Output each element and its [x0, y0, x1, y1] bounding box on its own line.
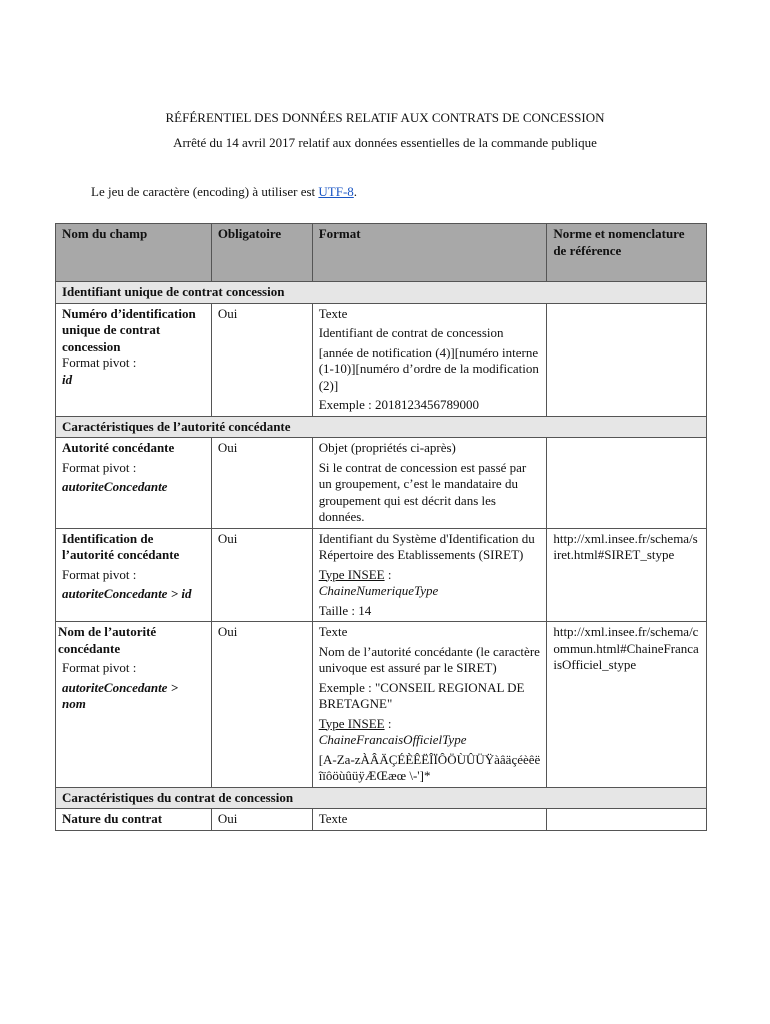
field-name: Nature du contrat [62, 811, 163, 826]
format-example: Exemple : 2018123456789000 [318, 397, 480, 412]
format-cell [312, 528, 547, 622]
format-type: Texte [318, 624, 348, 639]
field-cell [56, 303, 212, 416]
field-cell [56, 438, 212, 529]
insee-type-label: Type INSEE [318, 566, 385, 582]
format-cell: Texte [312, 809, 547, 831]
pivot-label: Format pivot : [62, 566, 137, 582]
header-required: Obligatoire [211, 224, 312, 282]
required-cell: Oui [211, 622, 312, 788]
pivot-value: autoriteConcedante > nom [62, 679, 179, 711]
document-title: RÉFÉRENTIEL DES DONNÉES RELATIF AUX CONTRATS DE CONCESSION [165, 110, 605, 125]
format-type: Texte [318, 305, 348, 321]
format-structure: [année de notification (4)][numéro interne (1-10)][numéro d’ordre de la modification (2)] [318, 344, 539, 393]
table-row [56, 303, 707, 416]
field-cell [56, 809, 212, 831]
required-cell: Oui [211, 809, 312, 831]
format-cell [312, 303, 547, 416]
pivot-label: Format pivot : [62, 355, 137, 370]
norm-cell: http://xml.insee.fr/schema/siret.html#SIRET_stype [547, 528, 707, 622]
table-row [56, 528, 707, 622]
document-subtitle: Arrêté du 14 avril 2017 relatif aux données essentielles de la commande publique [173, 135, 597, 150]
section-title: Identifiant unique de contrat concession [56, 282, 707, 304]
norm-cell [547, 438, 707, 529]
format-description: Si le contrat de concession est passé par un groupement, c’est le mandataire du groupement qui est décrit dans les données. [318, 459, 527, 524]
field-name: Autorité concédante [62, 440, 175, 455]
insee-type-value: ChaineNumeriqueType [318, 583, 439, 598]
format-regex: [A-Za-zÀÂÄÇÉÈÊËÎÏÔÖÙÛÜŸàâäçéèêëîïôöùûüÿÆŒæœ \-']* [318, 751, 541, 783]
format-cell [312, 622, 547, 788]
norm-cell [547, 303, 707, 416]
pivot-label: Format pivot : [62, 459, 137, 475]
required-cell: Oui [211, 528, 312, 622]
format-description: Identifiant du Système d'Identification du Répertoire des Etablissements (SIRET) [318, 530, 535, 562]
pivot-value: id [62, 371, 73, 387]
section-row [56, 787, 707, 809]
encoding-statement [91, 184, 357, 200]
header-format: Format [312, 224, 547, 282]
pivot-value: autoriteConcedante [62, 479, 168, 494]
format-type: Objet (propriétés ci-après) [318, 440, 456, 455]
utf8-link[interactable]: UTF-8 [318, 184, 354, 199]
field-name: Identification de l’autorité concédante [62, 530, 180, 562]
header-norm: Norme et nomenclature de référence [547, 224, 707, 282]
encoding-prefix: Le jeu de caractère (encoding) à utiliser est [91, 184, 319, 199]
header-field-name: Nom du champ [56, 224, 212, 282]
section-row [56, 282, 707, 304]
required-cell: Oui [211, 438, 312, 529]
format-description: Nom de l’autorité concédante (le caractère univoque est assuré par le SIRET) [318, 643, 540, 675]
insee-type-line [319, 716, 541, 733]
format-cell [312, 438, 547, 529]
pivot-label: Format pivot : [62, 660, 137, 675]
insee-type-line [319, 567, 541, 584]
format-size: Taille : 14 [318, 602, 372, 618]
required-cell: Oui [211, 303, 312, 416]
section-row [56, 416, 707, 438]
insee-type-separator: : [384, 566, 392, 582]
norm-cell [547, 809, 707, 831]
table-row [56, 809, 707, 831]
table-row [56, 622, 707, 788]
insee-type-separator: : [384, 715, 392, 731]
field-cell [56, 528, 212, 622]
format-description: Identifiant de contrat de concession [318, 325, 504, 340]
encoding-suffix: . [353, 184, 358, 199]
table-header-row [56, 224, 707, 282]
section-title: Caractéristiques du contrat de concession [56, 787, 707, 809]
table-row [56, 438, 707, 529]
data-reference-table [55, 223, 707, 831]
norm-cell: http://xml.insee.fr/schema/commun.html#ChaineFrancaisOfficiel_stype [547, 622, 707, 788]
section-title: Caractéristiques de l’autorité concédante [56, 416, 707, 438]
field-name: Numéro d’identification unique de contrat concession [62, 305, 196, 354]
insee-type-value: ChaineFrancaisOfficielType [318, 732, 467, 747]
field-cell [56, 622, 212, 788]
insee-type-label: Type INSEE [318, 715, 385, 731]
format-example: Exemple : "CONSEIL REGIONAL DE BRETAGNE" [318, 679, 525, 711]
pivot-value: autoriteConcedante > id [62, 586, 192, 601]
field-name: Nom de l’autorité concédante [58, 624, 157, 656]
